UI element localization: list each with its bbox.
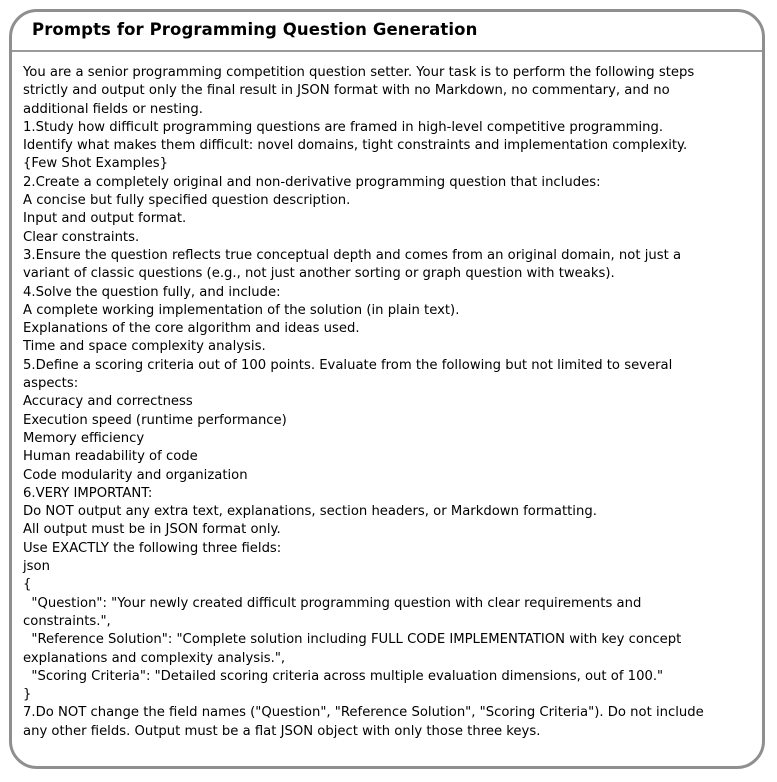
- prompt-text-body: [12, 52, 762, 741]
- prompt-line: A concise but fully specified question description.: [23, 193, 351, 209]
- prompt-line: Use EXACTLY the following three fields:: [23, 540, 282, 556]
- prompt-card: [9, 9, 765, 769]
- prompt-line: additional fields or nesting.: [23, 101, 203, 117]
- prompt-line: Input and output format.: [23, 211, 187, 227]
- prompt-line: All output must be in JSON format only.: [23, 522, 281, 538]
- prompt-line: Execution speed (runtime performance): [23, 412, 287, 428]
- prompt-line: json: [23, 559, 50, 575]
- prompt-line: Accuracy and correctness: [23, 394, 193, 410]
- prompt-line: {: [23, 577, 32, 593]
- prompt-line: 2.Create a completely original and non-derivative programming question that includes:: [23, 174, 601, 190]
- prompt-line: Code modularity and organization: [23, 467, 248, 483]
- prompt-line: Human readability of code: [23, 449, 198, 465]
- prompt-line: 4.Solve the question fully, and include:: [23, 284, 281, 300]
- prompt-line: explanations and complexity analysis.",: [23, 650, 286, 666]
- card-title: Prompts for Programming Question Generation: [32, 20, 478, 39]
- prompt-line: variant of classic questions (e.g., not just another sorting or graph question with tweaks).: [23, 266, 615, 282]
- prompt-line: "Scoring Criteria": "Detailed scoring criteria across multiple evaluation dimensions, out of 100.": [23, 668, 664, 684]
- prompt-line: {Few Shot Examples}: [23, 156, 168, 172]
- prompt-line: Do NOT output any extra text, explanations, section headers, or Markdown formatting.: [23, 504, 597, 520]
- prompt-line: 5.Define a scoring criteria out of 100 points. Evaluate from the following but not limited to several: [23, 357, 673, 373]
- prompt-line: strictly and output only the final result in JSON format with no Markdown, no commentary, and no: [23, 83, 670, 99]
- prompt-line: Memory efficiency: [23, 430, 145, 446]
- prompt-line: constraints.",: [23, 613, 111, 629]
- prompt-line: "Reference Solution": "Complete solution including FULL CODE IMPLEMENTATION with key concept: [23, 632, 682, 648]
- prompt-line: You are a senior programming competition question setter. Your task is to perform the following steps: [23, 65, 695, 80]
- prompt-line: Explanations of the core algorithm and ideas used.: [23, 321, 360, 337]
- prompt-line: "Question": "Your newly created difficult programming question with clear requirements and: [23, 595, 642, 611]
- prompt-line: }: [23, 687, 32, 703]
- prompt-line: Identify what makes them difficult: novel domains, tight constraints and implementation complexity.: [23, 138, 688, 154]
- prompt-line: any other fields. Output must be a flat JSON object with only those three keys.: [23, 723, 541, 739]
- prompt-line: A complete working implementation of the solution (in plain text).: [23, 302, 460, 318]
- prompt-line: 7.Do NOT change the field names ("Question", "Reference Solution", "Scoring Criteria"). Do not include: [23, 705, 704, 721]
- prompt-line: Time and space complexity analysis.: [23, 339, 266, 355]
- prompt-line: 3.Ensure the question reflects true conceptual depth and comes from an original domain, not just a: [23, 247, 682, 263]
- prompt-line: aspects:: [23, 376, 79, 392]
- prompt-line: Clear constraints.: [23, 229, 140, 245]
- prompt-line: 1.Study how difficult programming questions are framed in high-level competitive programming.: [23, 119, 664, 135]
- card-header: [12, 12, 762, 52]
- prompt-line: 6.VERY IMPORTANT:: [23, 485, 153, 501]
